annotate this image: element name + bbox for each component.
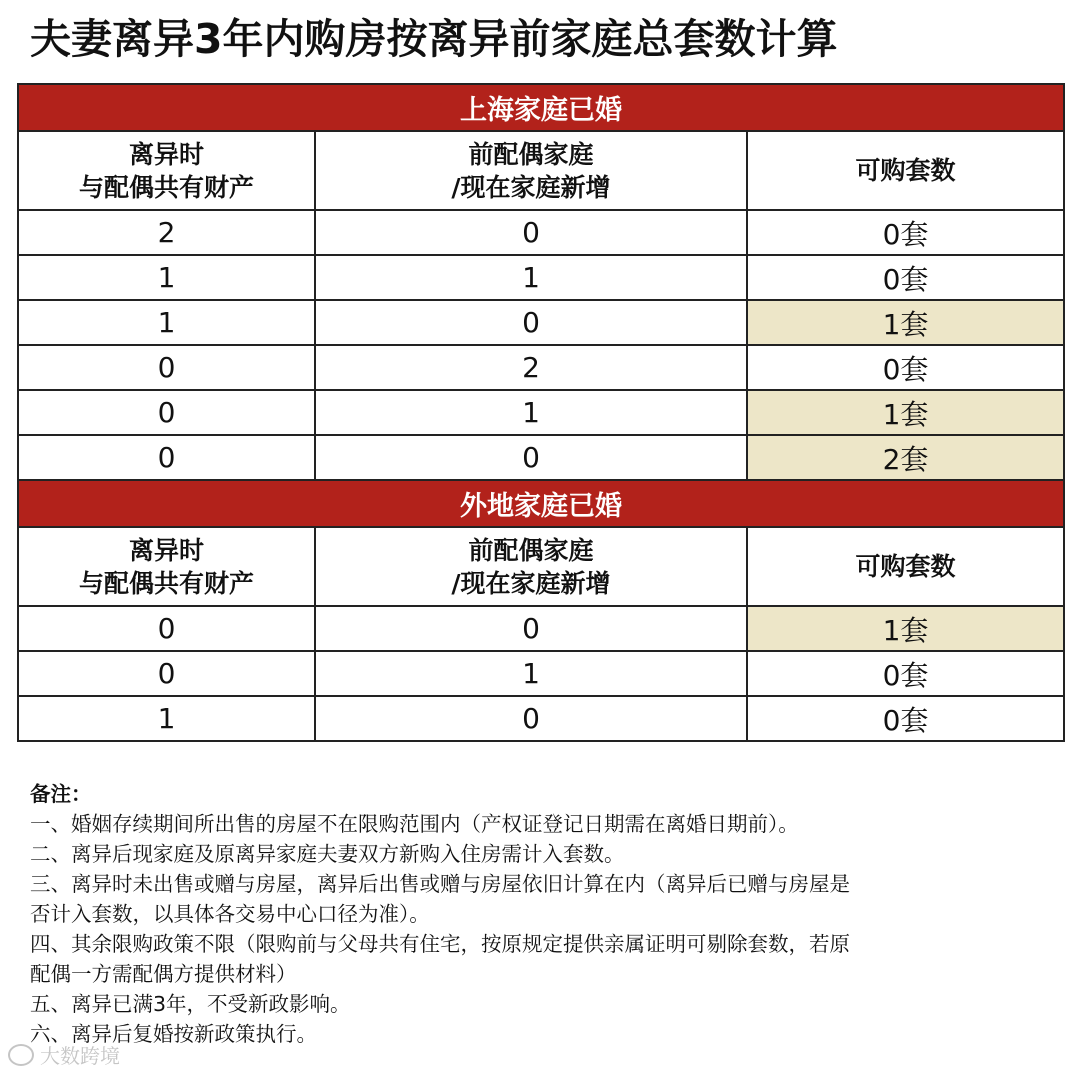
cell-ex-spouse-new: 1 [315, 651, 747, 696]
table-row [18, 435, 1064, 480]
note-line: 五、离异已满3年，不受新政影响。 [30, 992, 351, 1016]
cell-ex-spouse-new: 1 [315, 255, 747, 300]
table-row [18, 255, 1064, 300]
cell-joint-property: 1 [18, 696, 315, 741]
table-row [18, 390, 1064, 435]
column-header-ex-spouse-new [315, 527, 747, 606]
cell-ex-spouse-new: 0 [315, 300, 747, 345]
column-header-quota [747, 527, 1064, 606]
column-header-joint-property [18, 131, 315, 210]
cell-ex-spouse-new: 2 [315, 345, 747, 390]
cell-ex-spouse-new: 1 [315, 390, 747, 435]
cell-quota-highlight: 1套 [747, 300, 1064, 345]
cell-joint-property: 0 [18, 651, 315, 696]
section-header-shanghai: 上海家庭已婚 [18, 84, 1064, 131]
section-header-nonlocal: 外地家庭已婚 [18, 480, 1064, 527]
cell-ex-spouse-new: 0 [315, 210, 747, 255]
note-line: 六、离异后复婚按新政策执行。 [30, 1022, 317, 1046]
header-text: 离异时 与配偶共有财产 [78, 139, 254, 202]
page-title: 夫妻离异3年内购房按离异前家庭总套数计算 [30, 15, 838, 63]
cell-ex-spouse-new: 0 [315, 696, 747, 741]
table-row [18, 345, 1064, 390]
purchase-quota-table [17, 83, 1065, 742]
watermark-text: 大数跨境 [40, 1044, 120, 1068]
cell-joint-property: 0 [18, 606, 315, 651]
notes-label: 备注： [30, 782, 92, 806]
column-header-joint-property [18, 527, 315, 606]
note-line: 配偶一方需配偶方提供材料） [30, 962, 297, 986]
cell-joint-property: 2 [18, 210, 315, 255]
header-text: 可购套数 [855, 552, 956, 581]
cell-joint-property: 1 [18, 300, 315, 345]
header-text: 可购套数 [855, 156, 956, 185]
cell-ex-spouse-new: 0 [315, 606, 747, 651]
cell-quota: 0套 [747, 696, 1064, 741]
cell-quota: 0套 [747, 255, 1064, 300]
cell-joint-property: 0 [18, 345, 315, 390]
cell-quota: 0套 [747, 345, 1064, 390]
header-text: 前配偶家庭 /现在家庭新增 [451, 139, 611, 202]
watermark [8, 1040, 120, 1069]
column-header-ex-spouse-new [315, 131, 747, 210]
table-row [18, 651, 1064, 696]
cell-joint-property: 0 [18, 435, 315, 480]
cell-quota-highlight: 2套 [747, 435, 1064, 480]
header-text: 离异时 与配偶共有财产 [78, 535, 254, 598]
table-row [18, 606, 1064, 651]
cell-quota-highlight: 1套 [747, 390, 1064, 435]
note-line: 三、离异时未出售或赠与房屋，离异后出售或赠与房屋依旧计算在内（离异后已赠与房屋是 [30, 872, 850, 896]
note-line: 二、离异后现家庭及原离异家庭夫妻双方新购入住房需计入套数。 [30, 842, 625, 866]
notes-block [30, 779, 1060, 1049]
header-text: 前配偶家庭 /现在家庭新增 [451, 535, 611, 598]
note-line: 一、婚姻存续期间所出售的房屋不在限购范围内（产权证登记日期需在离婚日期前）。 [30, 812, 799, 836]
table-row [18, 210, 1064, 255]
note-line: 否计入套数，以具体各交易中心口径为准）。 [30, 902, 430, 926]
table-row [18, 696, 1064, 741]
cell-quota: 0套 [747, 651, 1064, 696]
table-row [18, 300, 1064, 345]
watermark-logo-icon [8, 1044, 34, 1066]
note-line: 四、其余限购政策不限（限购前与父母共有住宅，按原规定提供亲属证明可剔除套数，若原 [30, 932, 850, 956]
column-header-quota [747, 131, 1064, 210]
cell-joint-property: 1 [18, 255, 315, 300]
cell-quota-highlight: 1套 [747, 606, 1064, 651]
cell-quota: 0套 [747, 210, 1064, 255]
cell-joint-property: 0 [18, 390, 315, 435]
cell-ex-spouse-new: 0 [315, 435, 747, 480]
